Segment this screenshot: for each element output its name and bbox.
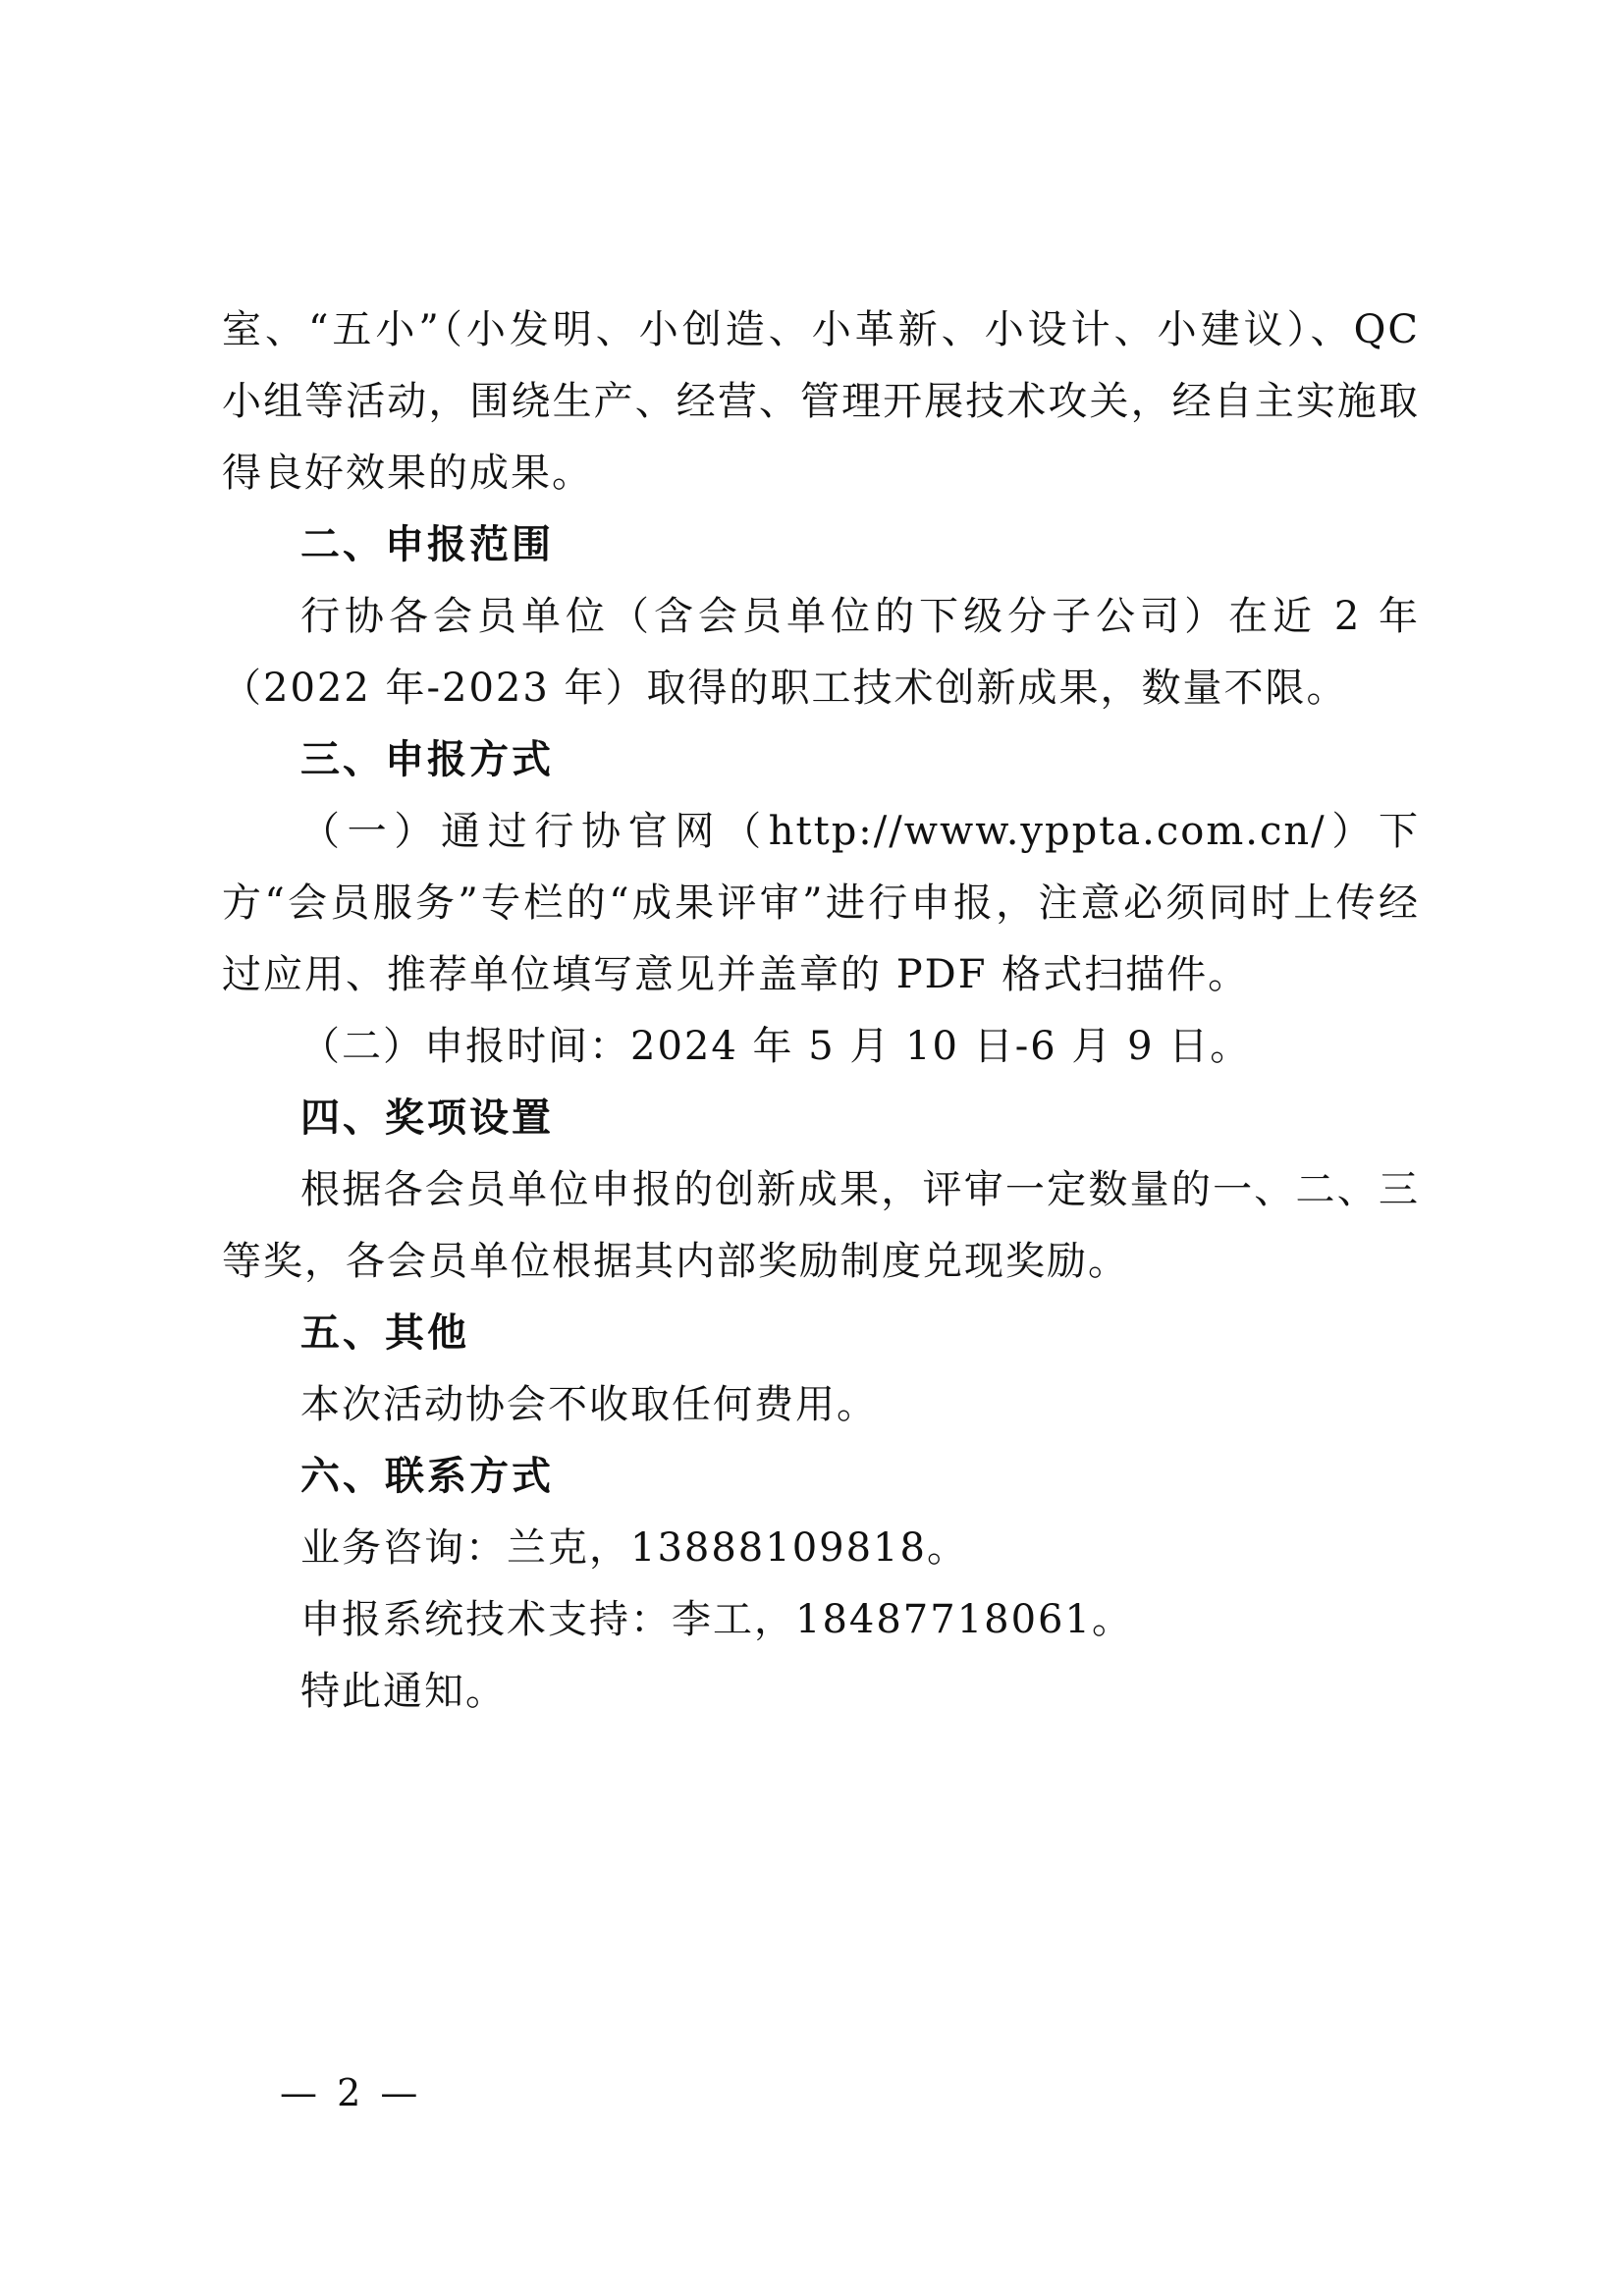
paragraph-other: 本次活动协会不收取任何费用。 [300, 1382, 878, 1427]
paragraph-business-contact: 业务咨询：兰克，13888109818。 [300, 1525, 968, 1571]
paragraph-application-time: （二）申报时间：2024 年 5 月 10 日-6 月 9 日。 [300, 1024, 1252, 1069]
paragraph-application-method-online: （一）通过行协官网（http://www.yppta.com.cn/）下方“会员服务”专栏的“成果评审”进行申报，注意必须同时上传经过应用、推荐单位填写意见并盖章的 PDF 格式扫描件。 [222, 809, 1420, 997]
document-body [222, 294, 1420, 1728]
heading-contact: 六、联系方式 [300, 1454, 554, 1499]
paragraph-awards: 根据各会员单位申报的创新成果，评审一定数量的一、二、三等奖，各会员单位根据其内部奖励制度兑现奖励。 [222, 1167, 1420, 1284]
paragraph-tech-support-contact: 申报系统技术支持：李工，18487718061。 [300, 1597, 1133, 1642]
heading-other: 五、其他 [300, 1310, 469, 1356]
heading-application-method: 三、申报方式 [300, 737, 554, 782]
heading-application-scope: 二、申报范围 [300, 522, 554, 567]
heading-awards: 四、奖项设置 [300, 1095, 554, 1141]
paragraph-scope-continuation: 室、“五小”（小发明、小创造、小革新、小设计、小建议）、QC 小组等活动，围绕生产、经营、管理开展技术攻关，经自主实施取得良好效果的成果。 [222, 307, 1420, 496]
paragraph-application-scope: 行协各会员单位（含会员单位的下级分子公司）在近 2 年（2022 年-2023 年）取得的职工技术创新成果，数量不限。 [222, 594, 1420, 711]
page-number: — 2 — [280, 2071, 422, 2114]
paragraph-closing: 特此通知。 [300, 1669, 507, 1714]
